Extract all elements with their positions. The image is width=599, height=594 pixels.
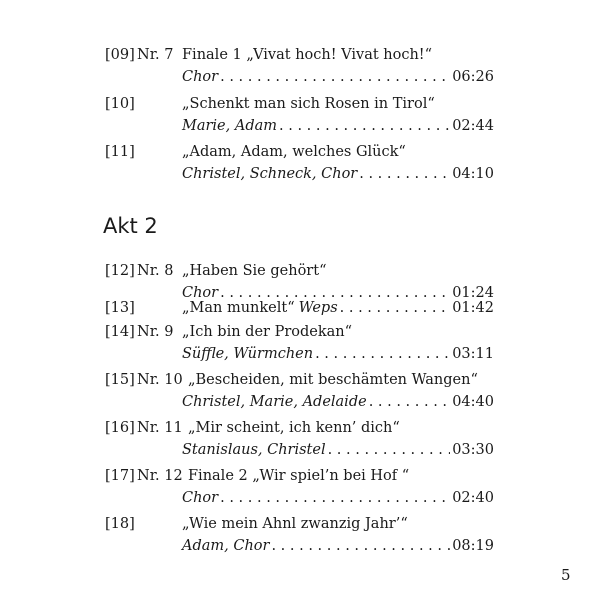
piece-title: „Ich bin der Prodekan“ [182, 324, 353, 340]
duration: 04:10 [452, 166, 494, 182]
piece-title: Finale 2 „Wir spiel’n bei Hof “ [188, 468, 410, 484]
track-number: [15] [105, 372, 135, 388]
dot-leader [220, 487, 450, 509]
performers: Christel, Schneck, Chor [182, 166, 358, 182]
page-number: 5 [561, 566, 571, 584]
performers: Marie, Adam [182, 118, 278, 134]
number-label: Nr. 11 [137, 420, 183, 436]
performers: Chor [182, 285, 219, 301]
duration: 01:24 [452, 285, 494, 301]
track-entry-14 [0, 321, 599, 365]
number-label: Nr. 10 [137, 372, 183, 388]
track-number: [18] [105, 516, 135, 532]
dot-leader [220, 66, 450, 88]
dot-leader [315, 343, 450, 365]
track-entry-16 [0, 417, 599, 461]
track-entry-18 [0, 513, 599, 557]
performers: Chor [182, 69, 219, 85]
duration: 01:42 [452, 300, 494, 316]
track-entry-10 [0, 93, 599, 137]
track-entry-15 [0, 369, 599, 413]
dot-leader [369, 391, 451, 413]
duration: 03:30 [452, 442, 494, 458]
piece-title: „Bescheiden, mit beschämten Wangen“ [188, 372, 478, 388]
track-number: [13] [105, 300, 135, 316]
performers: Chor [182, 490, 219, 506]
number-label: Nr. 9 [137, 324, 174, 340]
act-heading: Akt 2 [103, 214, 158, 238]
track-number: [16] [105, 420, 135, 436]
track-entry-13 [0, 297, 599, 319]
piece-title: „Man munkelt“ [182, 300, 295, 316]
track-entry-17 [0, 465, 599, 509]
piece-title: Finale 1 „Vivat hoch! Vivat hoch!“ [182, 47, 433, 63]
track-number: [14] [105, 324, 135, 340]
performers: Weps [298, 300, 338, 316]
piece-title: „Schenkt man sich Rosen in Tirol“ [182, 96, 435, 112]
number-label: Nr. 12 [137, 468, 183, 484]
dot-leader [340, 297, 451, 319]
dot-leader [359, 163, 450, 185]
duration: 02:44 [452, 118, 494, 134]
performers: Christel, Marie, Adelaide [182, 394, 367, 410]
number-label: Nr. 7 [137, 47, 174, 63]
duration: 06:26 [452, 69, 494, 85]
track-number: [17] [105, 468, 135, 484]
track-entry-11 [0, 141, 599, 185]
duration: 03:11 [452, 346, 494, 362]
duration: 02:40 [452, 490, 494, 506]
track-entry-09 [0, 44, 599, 88]
track-number: [12] [105, 263, 135, 279]
dot-leader [271, 535, 450, 557]
piece-title: „Wie mein Ahnl zwanzig Jahr’“ [182, 516, 408, 532]
performers: Süffle, Würmchen [182, 346, 314, 362]
piece-title: „Mir scheint, ich kenn’ dich“ [188, 420, 400, 436]
duration: 08:19 [452, 538, 494, 554]
dot-leader [279, 115, 450, 137]
piece-title: „Adam, Adam, welches Glück“ [182, 144, 406, 160]
performers: Stanislaus, Christel [182, 442, 326, 458]
track-number: [10] [105, 96, 135, 112]
track-number: [09] [105, 47, 135, 63]
track-number: [11] [105, 144, 135, 160]
number-label: Nr. 8 [137, 263, 174, 279]
performers: Adam, Chor [182, 538, 270, 554]
dot-leader [328, 439, 451, 461]
duration: 04:40 [452, 394, 494, 410]
piece-title: „Haben Sie gehört“ [182, 263, 327, 279]
